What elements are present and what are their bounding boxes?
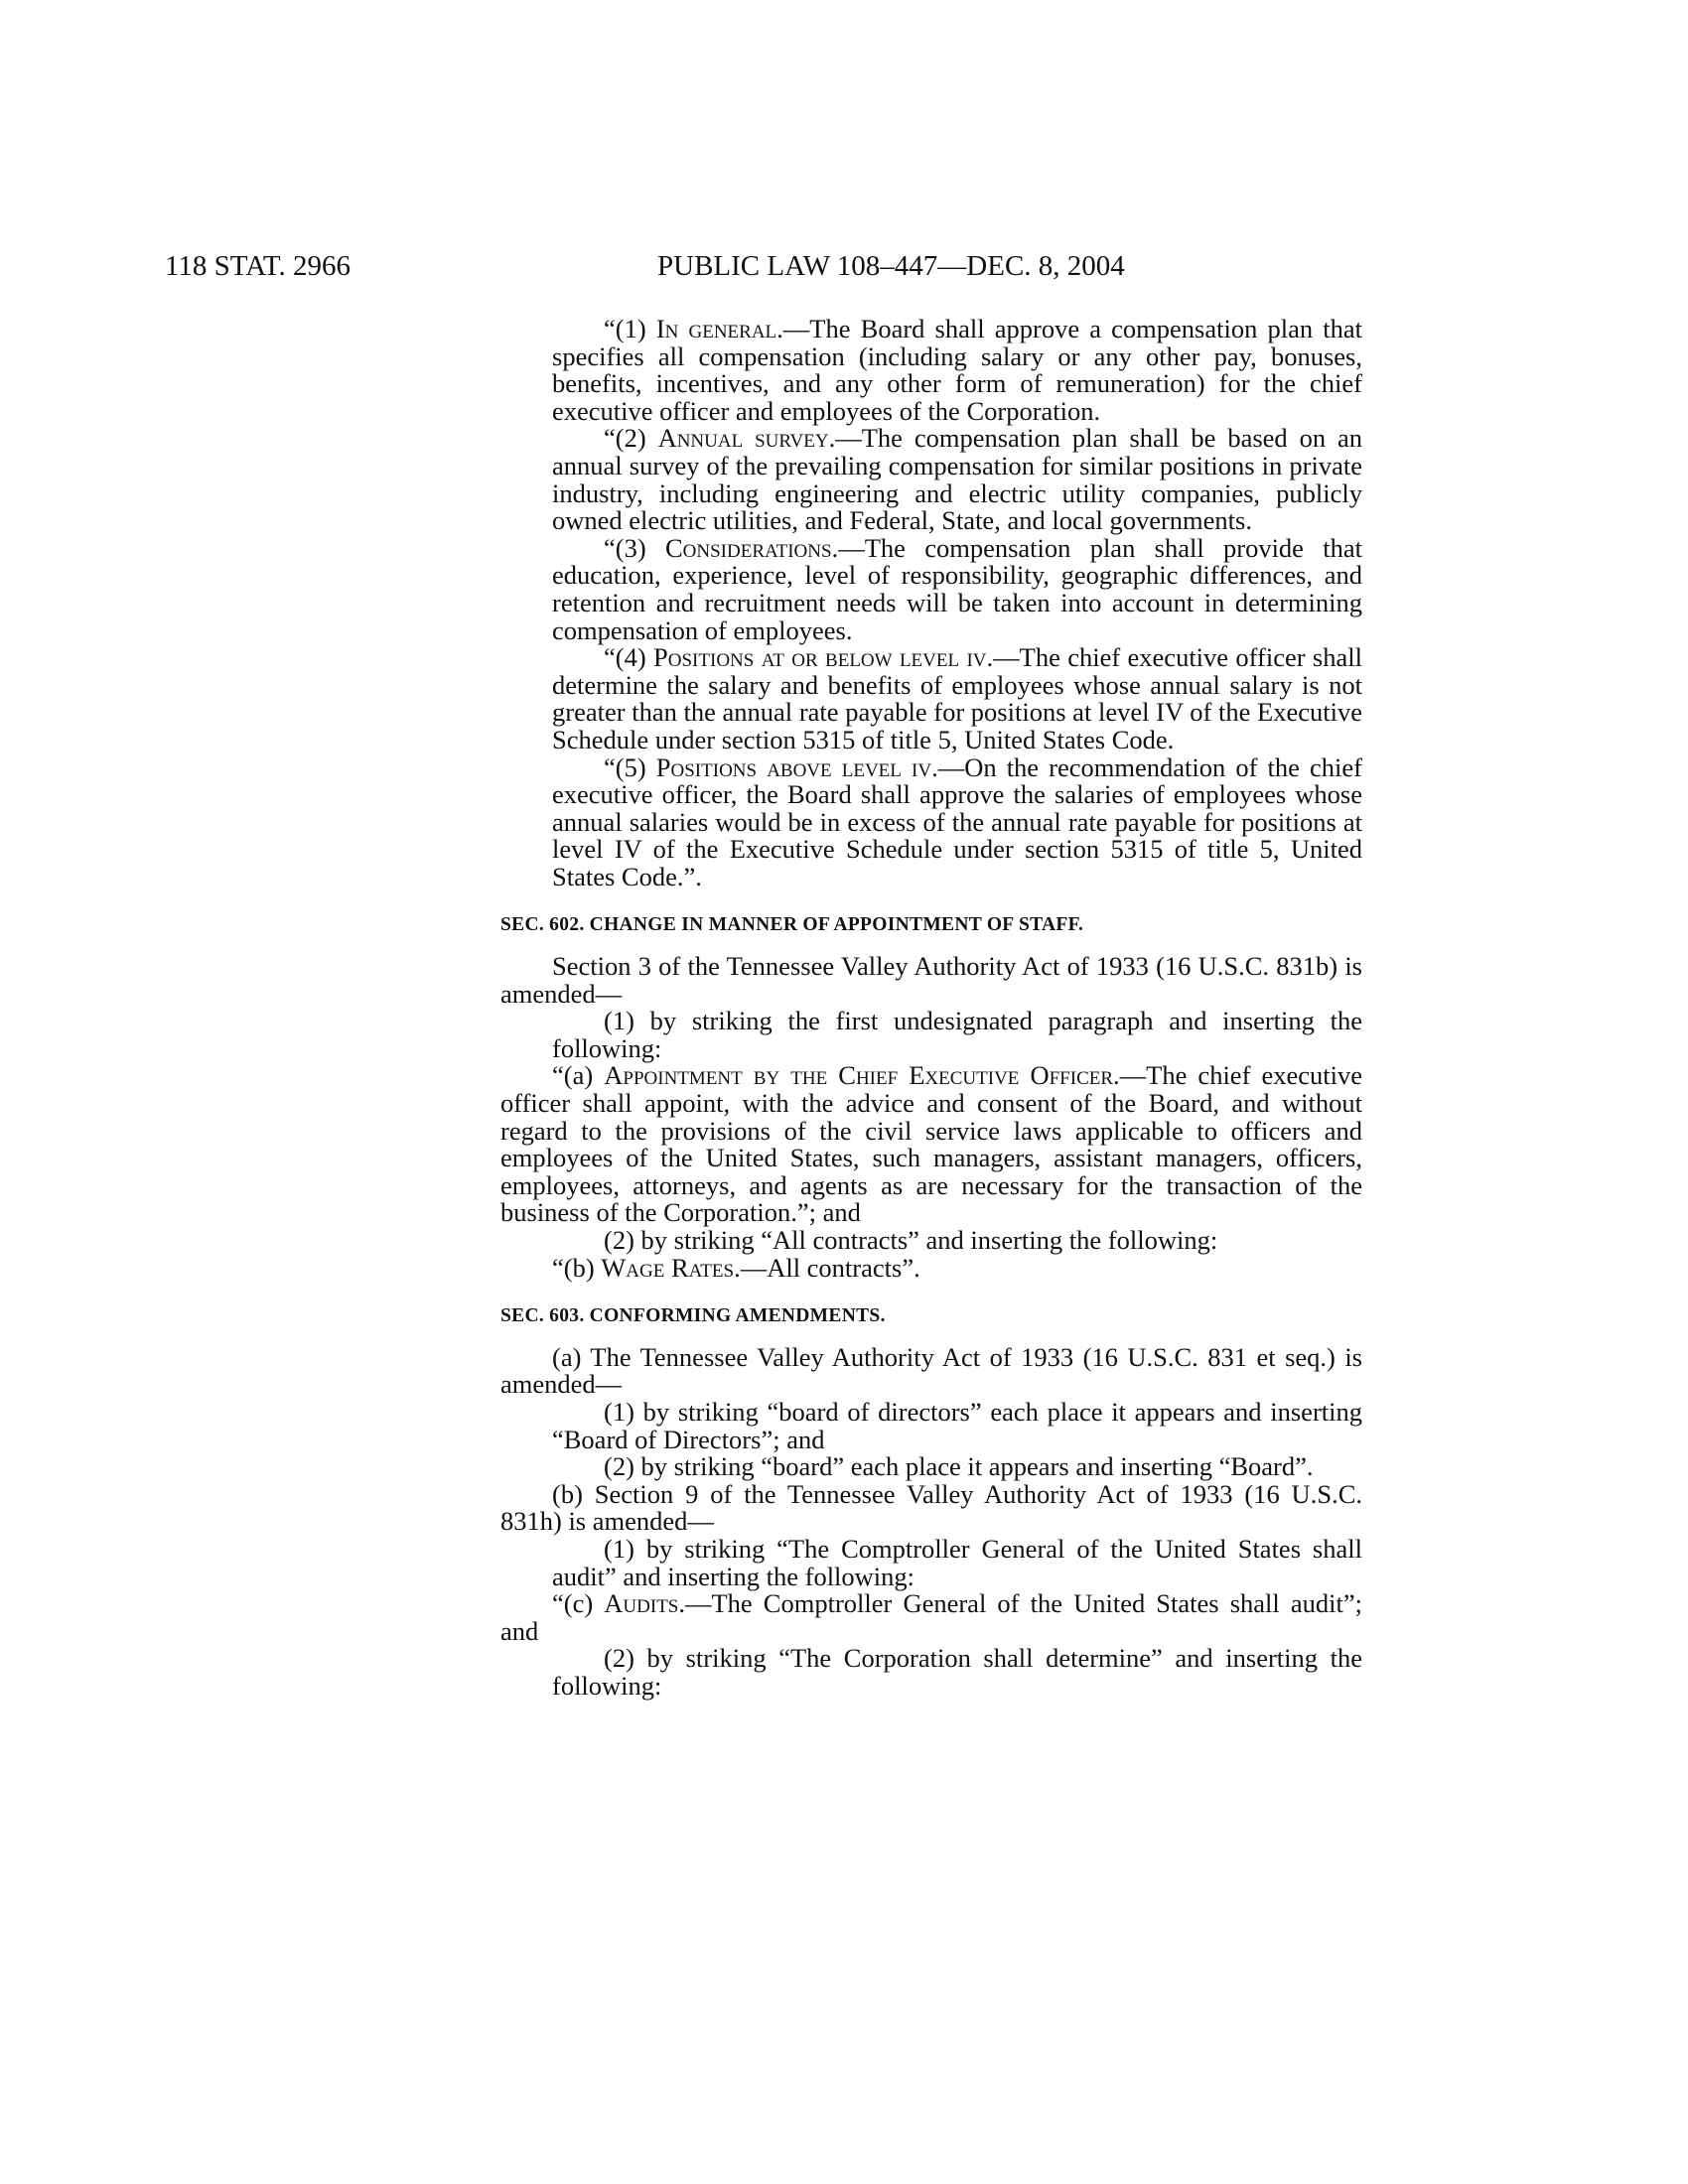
paragraph-2-heading: Annual survey [657, 423, 829, 454]
statute-page-number: 118 STAT. 2966 [165, 250, 351, 282]
page-header [0, 250, 1688, 290]
paragraph-3: “(3) Considerations.—The compensation plan shall provide that education, experience, level of responsibility, geographic differences, and retention and recruitment needs will be taken into account in determining compensation of employees. [552, 532, 1362, 645]
paragraph-2: “(2) Annual survey.—The compensation plan shall be based on an annual survey of the prevailing compensation for similar positions in private industry, including engineering and electric utility companies, publicly owned electric utilities, and Federal, State, and local governments. [552, 423, 1362, 536]
section-603-a-2: (2) by striking “board” each place it appears and inserting “Board”. [604, 1451, 1314, 1482]
section-603-b-2: (2) by striking “The Corporation shall determine” and inserting the following: [552, 1643, 1362, 1701]
subsection-b-text: “(b) Wage Rates.—All contracts”. [552, 1252, 920, 1283]
section-603-b: (b) Section 9 of the Tennessee Valley Authority Act of 1933 (16 U.S.C. 831h) is amended— [500, 1478, 1362, 1537]
body-text [500, 316, 1362, 1701]
paragraph-5-heading: Positions above level iv [655, 751, 932, 782]
paragraph-4-heading: Positions at or below level iv [653, 642, 987, 673]
section-602-heading: SEC. 602. CHANGE IN MANNER OF APPOINTMENT OF STAFF. [500, 914, 1084, 936]
subsection-a-text: “(a) Appointment by the Chief Executive Officer.—The chief executive officer shall appoint, with the advice and consent of the Board, and without regard to the provisions of the civil service laws applicable to officers and employees of the United States, such managers, assistant managers, officers, employees, attorneys, and agents as are necessary for the transaction of the business of the Corporation.”; and [500, 1060, 1362, 1228]
section-602-item-2: (2) by striking “All contracts” and inserting the following: [604, 1225, 1218, 1255]
section-602-item-1: (1) by striking the first undesignated paragraph and inserting the following: [552, 1006, 1362, 1063]
section-603-b-1: (1) by striking “The Comptroller General of the United States shall audit” and inserting the following: [552, 1533, 1362, 1591]
paragraph-1-heading: In general [655, 314, 777, 343]
paragraph-1: “(1) In general.—The Board shall approve a compensation plan that specifies all compensation (including salary or any other pay, bonuses, benefits, incentives, and any other form of remuneration) for the chief executive officer and employees of the Corporation. [552, 314, 1362, 426]
section-602-intro: Section 3 of the Tennessee Valley Authority Act of 1933 (16 U.S.C. 831b) is amended— [500, 951, 1362, 1009]
running-head: PUBLIC LAW 108–447—DEC. 8, 2004 [657, 250, 1125, 282]
section-603-a-1: (1) by striking “board of directors” each place it appears and inserting “Board of Directors”; and [552, 1396, 1362, 1454]
subsection-c-heading: Audits [604, 1588, 679, 1619]
subsection-b-heading: Wage Rates [601, 1252, 735, 1283]
paragraph-5: “(5) Positions above level iv.—On the recommendation of the chief executive officer, the Board shall approve the salaries of employees whose annual salaries would be in excess of the annual rate payable for positions at level IV of the Executive Schedule under section 5315 of title 5, United States Code.”. [552, 751, 1362, 891]
paragraph-4: “(4) Positions at or below level iv.—The chief executive officer shall determine the salary and benefits of employees whose annual salary is not greater than the annual rate payable for positions at level IV of the Executive Schedule under section 5315 of title 5, United States Code. [552, 642, 1362, 754]
subsection-c-text: “(c) Audits.—The Comptroller General of the United States shall audit”; and [500, 1588, 1362, 1646]
section-603-heading: SEC. 603. CONFORMING AMENDMENTS. [500, 1305, 886, 1327]
section-603-a: (a) The Tennessee Valley Authority Act of 1933 (16 U.S.C. 831 et seq.) is amended— [500, 1341, 1362, 1400]
subsection-a-heading: Appointment by the Chief Executive Officer [604, 1060, 1114, 1091]
paragraph-3-heading: Considerations [664, 532, 832, 563]
